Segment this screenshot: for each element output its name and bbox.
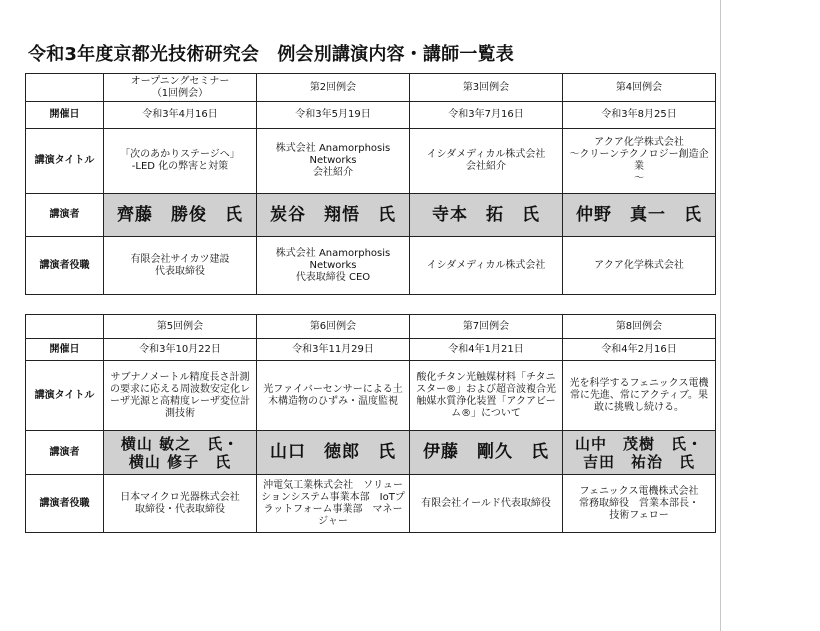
session-date: 令和3年5月19日 <box>257 102 410 129</box>
lecture-title: サブナノメートル精度長さ計測の要求に応える周波数安定化レーザ光源と高精度レーザ変位計測技術 <box>104 361 257 431</box>
session-header-row <box>26 74 716 102</box>
row-label-speaker-role: 講演者役職 <box>26 237 104 295</box>
lecture-title: 株式会社 Anamorphosis Networks 会社紹介 <box>257 129 410 194</box>
lecture-title-row <box>26 129 716 194</box>
speaker-name: 炭谷 翔悟 氏 <box>257 194 410 237</box>
document-title: 令和3年度京都光技術研究会 例会別講演内容・講師一覧表 <box>28 44 514 65</box>
session-name: 第4回例会 <box>563 74 716 102</box>
scan-edge-line <box>720 0 721 631</box>
speaker-name: 仲野 真一 氏 <box>563 194 716 237</box>
corner-cell <box>26 315 104 339</box>
speaker-name: 横山 敏之 氏・ 横山 修子 氏 <box>104 431 257 475</box>
session-name: 第7回例会 <box>410 315 563 339</box>
speaker-name: 齊藤 勝俊 氏 <box>104 194 257 237</box>
speaker-name: 山中 茂樹 氏・ 吉田 祐治 氏 <box>563 431 716 475</box>
speaker-role: 株式会社 Anamorphosis Networks 代表取締役 CEO <box>257 237 410 295</box>
speaker-role-row <box>26 237 716 295</box>
session-name: 第6回例会 <box>257 315 410 339</box>
lecture-title: アクア化学株式会社 ～クリーンテクノロジー創造企業 ～ <box>563 129 716 194</box>
session-date: 令和4年2月16日 <box>563 339 716 361</box>
lecture-title: イシダメディカル株式会社 会社紹介 <box>410 129 563 194</box>
row-label-speaker-role: 講演者役職 <box>26 475 104 533</box>
speaker-role: 有限会社サイカツ建設 代表取締役 <box>104 237 257 295</box>
row-label-speaker: 講演者 <box>26 431 104 475</box>
speaker-role: フェニックス電機株式会社 常務取締役 営業本部長・ 技術フェロー <box>563 475 716 533</box>
speaker-role: 有限会社イールド代表取締役 <box>410 475 563 533</box>
speaker-role: イシダメディカル株式会社 <box>410 237 563 295</box>
speaker-row <box>26 431 716 475</box>
speaker-name: 寺本 拓 氏 <box>410 194 563 237</box>
row-label-speaker: 講演者 <box>26 194 104 237</box>
session-date: 令和3年4月16日 <box>104 102 257 129</box>
speaker-role: 日本マイクロ光器株式会社 取締役・代表取締役 <box>104 475 257 533</box>
session-name: 第5回例会 <box>104 315 257 339</box>
date-row <box>26 339 716 361</box>
row-label-date: 開催日 <box>26 102 104 129</box>
speaker-role: 沖電気工業株式会社 ソリューションシステム事業本部 IoTプラットフォーム事業部 マネージャー <box>257 475 410 533</box>
row-label-lecture-title: 講演タイトル <box>26 129 104 194</box>
speaker-row <box>26 194 716 237</box>
session-header-row <box>26 315 716 339</box>
row-label-lecture-title: 講演タイトル <box>26 361 104 431</box>
session-date: 令和3年7月16日 <box>410 102 563 129</box>
session-name: 第2回例会 <box>257 74 410 102</box>
date-row <box>26 102 716 129</box>
session-date: 令和3年11月29日 <box>257 339 410 361</box>
corner-cell <box>26 74 104 102</box>
session-date: 令和3年10月22日 <box>104 339 257 361</box>
lecture-title: 酸化チタン光触媒材料「チタニスター®」および超音波複合光触媒水質浄化装置「アクアビーム®」について <box>410 361 563 431</box>
speaker-role-row <box>26 475 716 533</box>
lecture-title: 「次のあかりステージへ」 ‐LED 化の弊害と対策 <box>104 129 257 194</box>
speaker-name: 伊藤 剛久 氏 <box>410 431 563 475</box>
speaker-role: アクア化学株式会社 <box>563 237 716 295</box>
row-label-date: 開催日 <box>26 339 104 361</box>
session-name: 第3回例会 <box>410 74 563 102</box>
lecture-title: 光を科学するフェニックス電機 常に先進、常にアクティブ。果敢に挑戦し続ける。 <box>563 361 716 431</box>
speaker-name: 山口 徳郎 氏 <box>257 431 410 475</box>
session-date: 令和4年1月21日 <box>410 339 563 361</box>
session-name: 第8回例会 <box>563 315 716 339</box>
schedule-table-2 <box>25 314 716 533</box>
lecture-title: 光ファイバーセンサーによる土木構造物のひずみ・温度監視 <box>257 361 410 431</box>
session-date: 令和3年8月25日 <box>563 102 716 129</box>
schedule-table-1 <box>25 73 716 295</box>
session-name: オープニングセミナー （1回例会） <box>104 74 257 102</box>
lecture-title-row <box>26 361 716 431</box>
